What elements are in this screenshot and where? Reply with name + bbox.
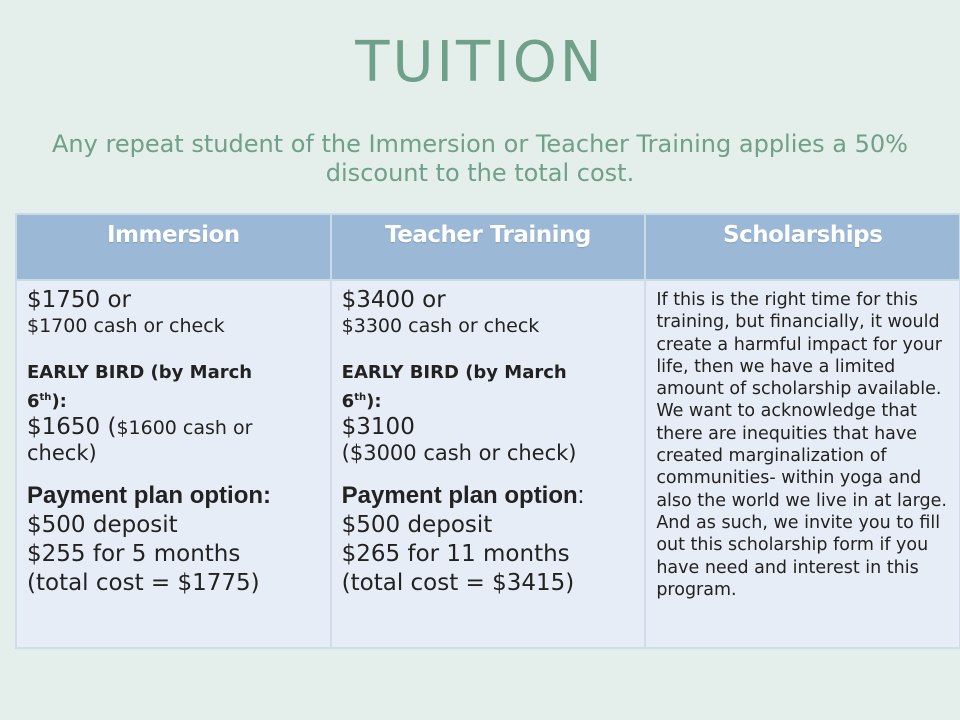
immersion-early-bird-price: $1650 ($1600 cash or — [27, 414, 253, 440]
header-teacher-training: Teacher Training — [331, 214, 646, 280]
tt-price: $3400 or — [341, 287, 446, 313]
table-header-row — [16, 214, 960, 280]
immersion-early-bird-cash: check) — [27, 441, 97, 465]
teacher-training-cell — [331, 280, 646, 648]
header-scholarships: Scholarships — [645, 214, 960, 280]
immersion-deposit: $500 deposit — [27, 512, 178, 538]
tt-cash-price: $3300 cash or check — [341, 315, 540, 337]
tt-plan-label: Payment plan option: — [341, 482, 585, 509]
immersion-monthly: $255 for 5 months — [27, 541, 241, 567]
tt-deposit: $500 deposit — [341, 512, 493, 538]
scholarships-cell — [645, 280, 960, 648]
tt-early-bird-price: $3100 — [341, 414, 415, 440]
header-immersion: Immersion — [16, 214, 331, 280]
table-row — [16, 280, 960, 648]
discount-note: Any repeat student of the Immersion or Teacher Training applies a 50% discount to the total cost. — [52, 130, 908, 187]
immersion-price: $1750 or — [27, 287, 132, 313]
immersion-total: (total cost = $1775) — [27, 570, 260, 596]
page-title: TUITION — [355, 30, 605, 95]
tt-monthly: $265 for 11 months — [341, 541, 570, 567]
tt-early-bird-cash: ($3000 cash or check) — [341, 441, 577, 465]
scholarship-description: If this is the right time for this training, but financially, it would create a harmful impact for your life, then we have a limited amount of scholarship available. We want to acknowledge that there are inequities that have created marginalization of communities- within yoga and also the world we live in at large. And as such, we invite you to fill out this scholarship form if you have need and interest in this program. — [656, 290, 947, 600]
immersion-plan-label: Payment plan option: — [27, 482, 272, 509]
immersion-cell — [16, 280, 331, 648]
tt-early-bird-label: EARLY BIRD (by March 6th): — [341, 362, 567, 412]
immersion-early-bird-label: EARLY BIRD (by March 6th): — [27, 362, 253, 412]
tuition-table — [15, 213, 960, 649]
tt-total: (total cost = $3415) — [341, 570, 575, 596]
immersion-cash-price: $1700 cash or check — [27, 315, 225, 337]
